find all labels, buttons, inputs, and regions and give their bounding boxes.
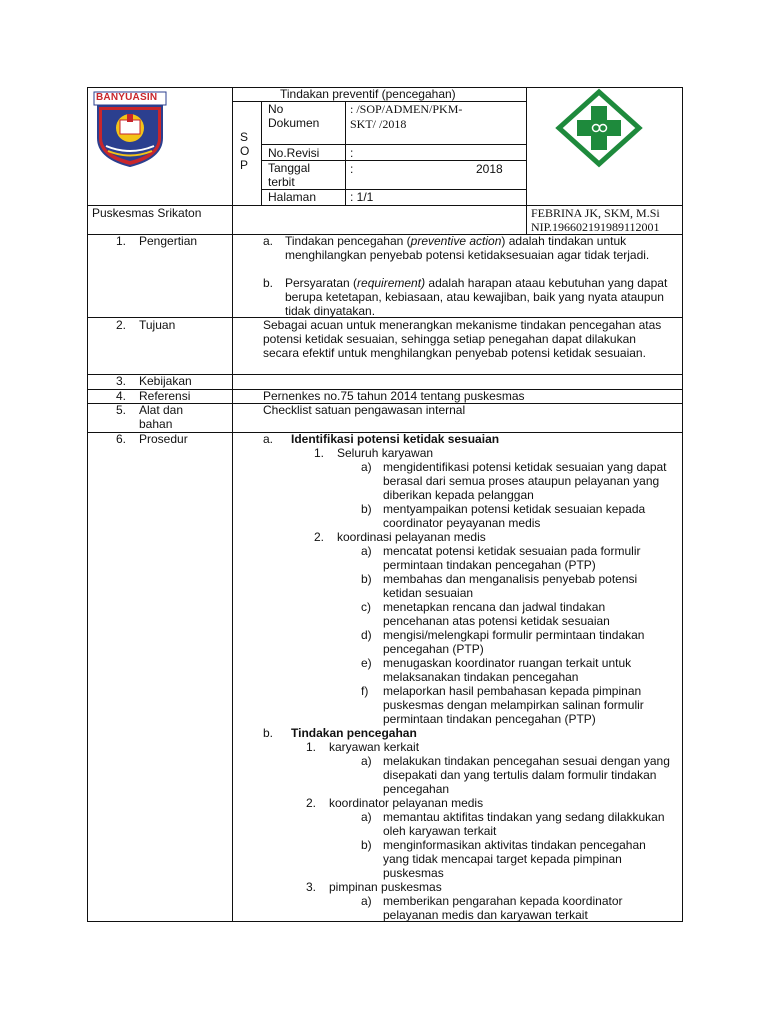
group-title: karyawan kerkait — [329, 740, 420, 754]
row-number: 3. — [116, 374, 127, 388]
group-marker: 1. — [306, 740, 317, 754]
item-marker: b) — [361, 572, 372, 586]
alat-text: Checklist satuan pengawasan internal — [263, 403, 466, 417]
sop-letter-o: O — [240, 144, 250, 158]
group-title: Seluruh karyawan — [337, 446, 434, 460]
group-title: pimpinan puskesmas — [329, 880, 442, 894]
no-dokumen-value: : /SOP/ADMEN/PKM- — [350, 102, 463, 116]
logo-text: BANYUASIN — [96, 92, 158, 103]
row-number: 5. — [116, 403, 127, 417]
list-marker: b. — [263, 276, 274, 290]
pengertian-item-a — [285, 234, 670, 262]
no-revisi-label: No.Revisi — [268, 146, 320, 160]
sop-letter-p: P — [240, 158, 249, 172]
list-item: memberikan pengarahan kepada koordinator pelayanan medis dan karyawan terkait — [383, 894, 623, 922]
text-segment: ) adalah tindakan untuk menghilangkan penyebab potensi ketidaksesuaian agar tidak terjadi. — [285, 234, 650, 262]
banyuasin-logo — [92, 90, 168, 168]
row-number: 6. — [116, 432, 127, 446]
item-marker: a) — [361, 460, 372, 474]
list-marker: b. — [263, 726, 274, 740]
pengertian-item-b — [285, 276, 670, 318]
list-item: mencatat potensi ketidak sesuaian pada formulir permintaan tindakan pencegahan (PTP) — [383, 544, 641, 572]
tanggal-terbit-colon: : — [350, 162, 354, 176]
item-marker: f) — [361, 684, 369, 698]
signer-nip: NIP.196602191989112001 — [531, 220, 660, 234]
list-item: membahas dan menganalisis penyebab potensi ketidan sesuaian — [383, 572, 638, 600]
group-marker: 2. — [306, 796, 317, 810]
row-label: Tujuan — [139, 318, 176, 332]
list-item: mentyampaikan potensi ketidak sesuaian kepada coordinator peyayanan medis — [383, 502, 646, 530]
section-title: Identifikasi potensi ketidak sesuaian — [291, 432, 500, 446]
item-marker: e) — [361, 656, 372, 670]
item-marker: b) — [361, 838, 372, 852]
no-revisi-value: : — [350, 146, 354, 160]
group-marker: 1. — [314, 446, 325, 460]
list-item: melaporkan hasil pembahasan kepada pimpinan puskesmas dengan melampirkan salinan formulir permintaan tindakan pencegahan (PTP) — [383, 684, 644, 726]
sop-letter-s: S — [240, 130, 249, 144]
list-item: mengisi/melengkapi formulir permintaan tindakan pencegahan (PTP) — [383, 628, 645, 656]
green-cross-icon — [553, 88, 645, 168]
text-segment: adalah harapan ataau kebutuhan yang dapat berupa ketetapan, kebiasaan, atau kewajiban, baik yang nyata ataupun tidak dinyatakan. — [285, 276, 668, 318]
item-marker: b) — [361, 502, 372, 516]
item-marker: a) — [361, 810, 372, 824]
item-marker: d) — [361, 628, 372, 642]
text-segment: Persyaratan ( — [285, 276, 358, 290]
item-marker: a) — [361, 754, 372, 768]
row-label: Referensi — [139, 389, 191, 403]
tanggal-terbit-year: 2018 — [476, 162, 503, 176]
no-dokumen-value-2: SKT/ /2018 — [350, 117, 407, 131]
halaman-label: Halaman — [268, 190, 317, 204]
row-label: Alat dan bahan — [139, 403, 184, 431]
group-marker: 3. — [306, 880, 317, 894]
list-marker: a. — [263, 234, 274, 248]
row-number: 4. — [116, 389, 127, 403]
row-number: 2. — [116, 318, 127, 332]
list-marker: a. — [263, 432, 274, 446]
list-item: menetapkan rencana dan jadwal tindakan pencehanan atas potensi ketidak sesuaian — [383, 600, 610, 628]
puskesmas-logo — [553, 88, 645, 168]
row-number: 1. — [116, 234, 127, 248]
halaman-value: : 1/1 — [350, 190, 374, 204]
tujuan-text: Sebagai acuan untuk menerangkan mekanisme tindakan pencegahan atas potensi ketidak sesuaian, sehingga setiap penegahan dapat dilakukan secara efektif untuk menghilangkan penyebab potensi ketidak sesuaian. — [263, 318, 662, 360]
document-title: Tindakan preventif (pencegahan) — [280, 87, 456, 101]
tanggal-terbit-label: Tanggal terbit — [268, 161, 311, 189]
no-dokumen-label: No Dokumen — [268, 102, 320, 130]
list-item: memantau aktifitas tindakan yang sedang dilakkukan oleh karyawan terkait — [383, 810, 665, 838]
item-marker: a) — [361, 894, 372, 908]
group-marker: 2. — [314, 530, 325, 544]
italic-term: preventive action — [410, 234, 502, 248]
group-title: koordinator pelayanan medis — [329, 796, 484, 810]
row-label: Pengertian — [139, 234, 198, 248]
list-item: melakukan tindakan pencegahan sesuai dengan yang disepakati dan yang tertulis dalam formulir tindakan pencegahan — [383, 754, 670, 796]
list-item: menugaskan koordinator ruangan terkait untuk melaksanakan tindakan pencegahan — [383, 656, 632, 684]
section-title: Tindakan pencegahan — [291, 726, 417, 740]
list-item: menginformasikan aktivitas tindakan pencegahan yang tidak mencapai target kepada pimpinan puskesmas — [383, 838, 646, 880]
row-label: Kebijakan — [139, 374, 192, 388]
signer-name: FEBRINA JK, SKM, M.Si — [531, 206, 660, 220]
text-segment: Tindakan pencegahan ( — [285, 234, 411, 248]
organization-name: Puskesmas Srikaton — [92, 206, 202, 220]
group-title: koordinasi pelayanan medis — [337, 530, 486, 544]
list-item: mengidentifikasi potensi ketidak sesuaian yang dapat berasal dari semua proses ataupun pelayanan yang diberikan kepada pelanggan — [383, 460, 667, 502]
referensi-text: Pernenkes no.75 tahun 2014 tentang puskesmas — [263, 389, 525, 403]
row-label: Prosedur — [139, 432, 188, 446]
item-marker: a) — [361, 544, 372, 558]
item-marker: c) — [361, 600, 371, 614]
italic-term: requirement) — [357, 276, 426, 290]
